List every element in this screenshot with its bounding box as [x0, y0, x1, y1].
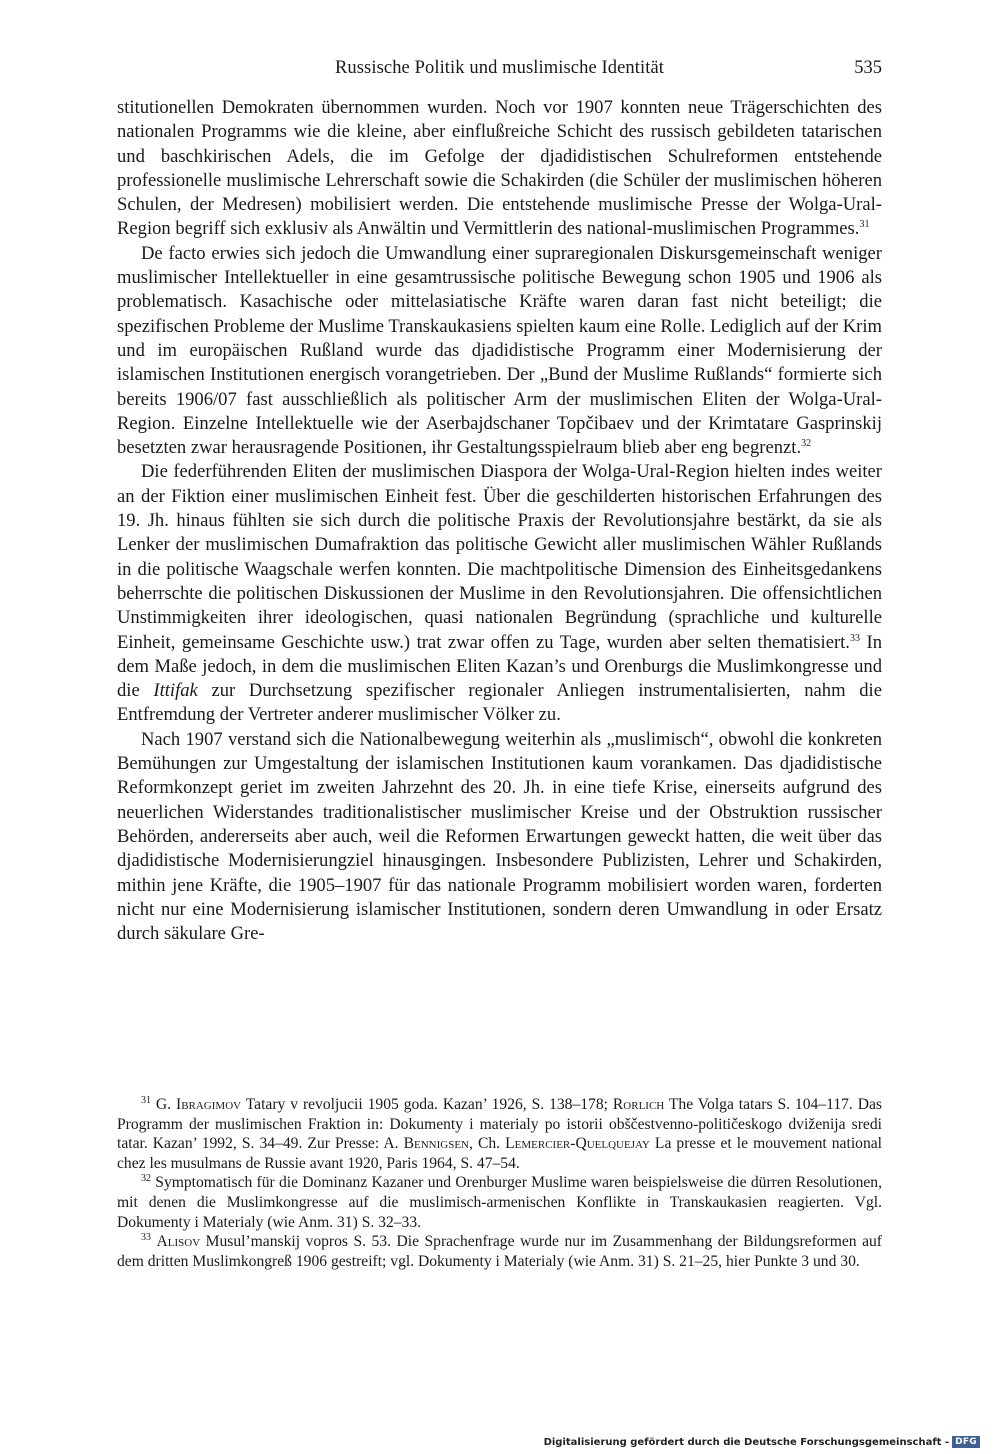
paragraph-1: stitutionellen Demokraten übernommen wurden. Noch vor 1907 konnten neue Trägerschichten des nationalen Programms wie die kleine, aber einflußreiche Schicht des russisch gebildeten tatarischen und baschkirischen Adels, die im Gefolge der djadidistischen Schulreformen entstehende professionelle muslimische Lehrerschaft sowie die Schakirden (die Schüler der muslimischen höheren Schulen, der Medresen) mobilisiert werden. Die entstehende muslimische Presse der Wolga-Ural-Region begriff sich exklusiv als Anwältin und Vermittlerin des national-muslimischen Programmes.$^{31}$ — [117, 97, 882, 240]
paragraph-3: Die federführenden Eliten der muslimischen Diaspora der Wolga-Ural-Region hielten indes weiter an der Fiktion einer muslimischen Einheit fest. Über die geschilderten historischen Erfahrungen des 19. Jh. hinaus fühlten sie sich durch die politische Praxis der Revolutionsjahre bestärkt, da sie als Lenker der muslimischen Dumafraktion das politische Gewicht aller muslimischen Wähler Rußlands in die politische Waagschale werfen konnten. Die machtpolitische Dimension des Einheitsgedankens beherrschte die politischen Diskussionen der Muslime in den Revolutionsjahren. Die offensichtlichen Unstimmigkeiten ihrer ideologischen, quasi nationalen Begründung (sprachliche und kulturelle Einheit, gemeinsame Geschichte usw.) trat zwar offen zu Tage, wurden aber selten thematisiert.$^{33}$ In dem Maße jedoch, in dem die muslimischen Eliten Kazan’s und Orenburgs die Muslimkongresse und die Ittifak zur Durchsetzung spezifischer regionaler Anliegen instrumentalisierten, nahm die Entfremdung der Vertreter anderer muslimischer Völker zu. — [117, 461, 882, 726]
footnote-32: $^{32}$ Symptomatisch für die Dominanz Kazaner und Orenburger Muslime waren beispielsweise die dürren Resolutionen, mit denen die Muslimkongresse auf die muslimisch-armenischen Konflikte in Transkaukasien reagierten. Vgl. Dokumenty i Materialy (wie Anm. 31) S. 32–33. — [117, 1173, 883, 1231]
footnote-ref-33: 33 — [849, 632, 860, 644]
page-header — [117, 58, 882, 84]
paragraph-2: De facto erwies sich jedoch die Umwandlung einer supraregionalen Diskursgemeinschaft weniger muslimischer Intellektueller in eine gesamtrussische politische Bewegung schon 1905 und 1906 als problematisch. Kasachische oder mittelasiatische Kräfte waren daran fast nicht beteiligt; die spezifischen Probleme der Muslime Transkaukasiens spielten kaum eine Rolle. Lediglich auf der Krim und im europäischen Rußland wurde das djadidistische Programm einer Modernisierung der islamischen Institutionen energisch vorangetrieben. Der „Bund der Muslime Rußlands“ formierte sich bereits 1906/07 fast ausschließlich als politischer Arm der muslimischen Eliten der Wolga-Ural-Region. Einzelne Intellektuelle wie der Aserbajdschaner Topčibaev und der Krimtatare Gasprinskij besetzten zwar herausragende Positionen, ihr Gestaltungsspielraum blieb aber eng begrenzt.$^{32}$ — [117, 242, 882, 459]
footnote-number: 31 — [141, 1094, 151, 1106]
paragraph-4: Nach 1907 verstand sich die Nationalbewegung weiterhin als „muslimisch“, obwohl die konkreten Bemühungen zur Umgestaltung der islamischen Institutionen kaum vorankamen. Das djadidistische Reformkonzept geriet im zweiten Jahrzehnt des 20. Jh. in eine tiefe Krise, einerseits aufgrund des neuerlichen Widerstandes traditionalistischer muslimischer Kreise und der Obstruktion russischer Behörden, andererseits aber auch, weil die Reformen Erwartungen geweckt hatten, die weit über das djadidistische Modernisierungziel hinausgingen. Insbesondere Publizisten, Lehrer und Schakirden, mithin jene Kräfte, die 1905–1907 für das nationale Programm mobilisiert worden waren, forderten nicht nur eine Modernisierung islamischer Institutionen, sondern deren Umwandlung in oder Ersatz durch säkulare Gre- — [117, 728, 882, 945]
digitization-footer — [544, 1436, 980, 1448]
page-number: 535 — [854, 58, 882, 78]
dfg-logo: DFG — [952, 1436, 980, 1448]
footnote-ref-31: 31 — [859, 219, 870, 231]
running-title: Russische Politik und muslimische Identität — [334, 58, 665, 78]
footnote-number: 32 — [141, 1173, 151, 1185]
main-text — [117, 96, 882, 946]
footer-text: Digitalisierung gefördert durch die Deutsche Forschungsgemeinschaft - — [543, 1436, 950, 1448]
italic-term: Ittifak — [153, 680, 198, 702]
footnote-number: 33 — [141, 1231, 151, 1243]
footnotes — [117, 1095, 882, 1271]
footnote-31: $^{31}$ G. Ibragimov Tatary v revoljucii 1905 goda. Kazan’ 1926, S. 138–178; Rorlich The Volga tatars S. 104–117. Das Programm der muslimischen Fraktion in: Dokumenty i materialy po istorii obščestvenno-političeskogo dviženija sredi tatar. Kazan’ 1992, S. 34–49. Zur Presse: A. Bennigsen, Ch. Lemercier-Quelquejay La presse et le mouvement national chez les musulmans de Russie avant 1920, Paris 1964, S. 47–54. — [117, 1094, 882, 1172]
footnote-ref-32: 32 — [801, 437, 812, 449]
footnote-33: $^{33}$ Alisov Musul’manskij vopros S. 53. Die Sprachenfrage wurde nur im Zusammenhang der Bildungsreformen auf dem dritten Muslimkongreß 1906 gestreift; vgl. Dokumenty i Materialy (wie Anm. 31) S. 21–25, hier Punkte 3 und 30. — [117, 1231, 882, 1270]
